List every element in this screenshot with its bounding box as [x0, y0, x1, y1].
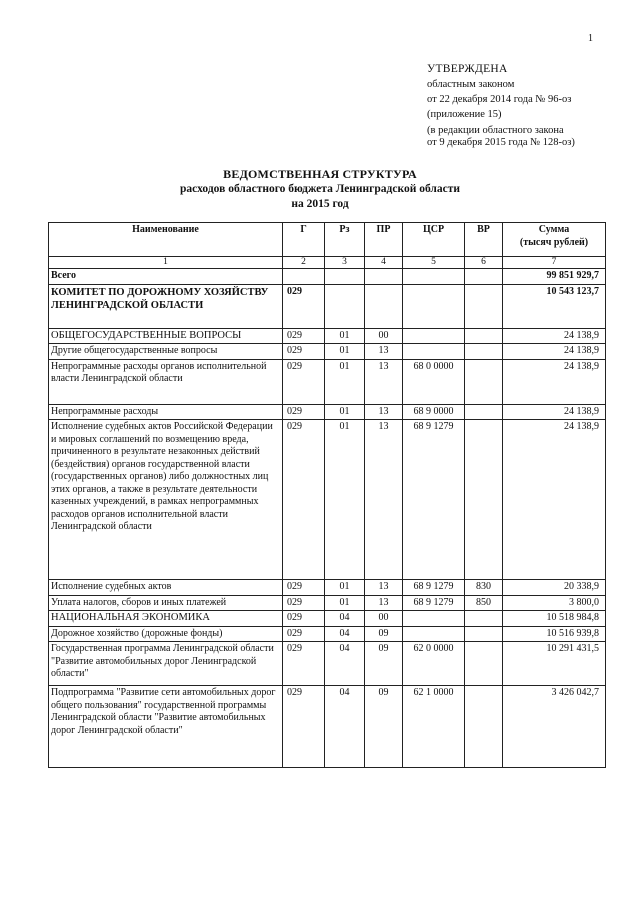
approval-line-6: от 9 декабря 2015 года № 128-оз): [427, 137, 575, 148]
approval-line-3: от 22 декабря 2014 года № 96-оз: [427, 94, 572, 105]
row-g: 029: [283, 284, 325, 328]
row-g: 029: [283, 420, 325, 580]
row-sum: 3 426 042,7: [503, 686, 606, 768]
row-rz: [325, 269, 365, 285]
header-sum: [503, 223, 606, 257]
approval-line-1: УТВЕРЖДЕНА: [427, 63, 508, 75]
index-cell: 7: [503, 257, 606, 269]
row-pr: 13: [365, 580, 403, 596]
document-title: [0, 167, 640, 212]
row-rz: 04: [325, 626, 365, 642]
row-pr: 09: [365, 626, 403, 642]
row-csr: 62 0 0000: [403, 642, 465, 686]
row-csr: 68 9 1279: [403, 595, 465, 611]
row-vr: [465, 420, 503, 580]
row-name: Исполнение судебных актов Российской Федерации и мировых соглашений по возмещению вреда, причиненного в результате незаконных действий (бездействия) органов государственной власти (государственных органов) либо должностных лиц этих органов, а также в результате деятельности казенных учреждений, в рамках непрограммных расходов органов исполнительной власти Ленинградской области: [49, 420, 283, 580]
row-rz: 04: [325, 642, 365, 686]
row-g: 029: [283, 626, 325, 642]
row-name: Непрограммные расходы: [49, 404, 283, 420]
row-rz: 01: [325, 595, 365, 611]
row-sum: 24 138,9: [503, 359, 606, 404]
row-sum: 99 851 929,7: [503, 269, 606, 285]
title-line-1: ВЕДОМСТВЕННАЯ СТРУКТУРА: [223, 167, 417, 181]
row-vr: 830: [465, 580, 503, 596]
index-cell: 5: [403, 257, 465, 269]
row-rz: [325, 284, 365, 328]
index-cell: 1: [49, 257, 283, 269]
row-sum: 20 338,9: [503, 580, 606, 596]
row-pr: 13: [365, 595, 403, 611]
row-csr: [403, 328, 465, 344]
row-sum: 10 291 431,5: [503, 642, 606, 686]
row-csr: [403, 284, 465, 328]
header-g: Г: [283, 223, 325, 257]
header-vr: ВР: [465, 223, 503, 257]
row-csr: [403, 611, 465, 627]
row-g: 029: [283, 404, 325, 420]
table-row: [49, 686, 606, 768]
row-sum: 24 138,9: [503, 328, 606, 344]
row-g: 029: [283, 595, 325, 611]
row-csr: 68 9 1279: [403, 580, 465, 596]
table-row: [49, 580, 606, 596]
row-csr: [403, 344, 465, 360]
row-rz: 01: [325, 420, 365, 580]
row-name: Подпрограмма "Развитие сети автомобильных дорог общего пользования" государственной программы Ленинградской области "Развитие автомобильных дорог Ленинградской области": [49, 686, 283, 768]
row-name: Уплата налогов, сборов и иных платежей: [49, 595, 283, 611]
row-rz: 01: [325, 404, 365, 420]
row-csr: 68 9 1279: [403, 420, 465, 580]
title-line-3: на 2015 год: [291, 198, 349, 210]
index-row: [49, 257, 606, 269]
row-sum: 24 138,9: [503, 344, 606, 360]
row-g: 029: [283, 686, 325, 768]
row-sum: 10 516 939,8: [503, 626, 606, 642]
row-pr: 09: [365, 686, 403, 768]
approval-line-5: (в редакции областного закона: [427, 125, 564, 136]
row-vr: [465, 642, 503, 686]
approval-line-4: (приложение 15): [427, 109, 502, 120]
row-name: ОБЩЕГОСУДАРСТВЕННЫЕ ВОПРОСЫ: [49, 328, 283, 344]
header-rz: Рз: [325, 223, 365, 257]
row-vr: [465, 284, 503, 328]
row-g: 029: [283, 359, 325, 404]
row-vr: [465, 269, 503, 285]
table-row: [49, 269, 606, 285]
header-sum-line-2: (тысяч рублей): [519, 236, 589, 248]
row-pr: 13: [365, 344, 403, 360]
row-rz: 01: [325, 359, 365, 404]
row-csr: [403, 269, 465, 285]
index-cell: 4: [365, 257, 403, 269]
row-vr: [465, 344, 503, 360]
row-pr: 13: [365, 359, 403, 404]
table-row: [49, 284, 606, 328]
row-rz: 01: [325, 580, 365, 596]
row-vr: [465, 404, 503, 420]
row-csr: 68 0 0000: [403, 359, 465, 404]
title-line-2: расходов областного бюджета Ленинградской области: [180, 183, 460, 195]
row-name: Другие общегосударственные вопросы: [49, 344, 283, 360]
table-row: [49, 359, 606, 404]
row-name: Государственная программа Ленинградской области "Развитие автомобильных дорог Ленинградской области": [49, 642, 283, 686]
table-row: [49, 626, 606, 642]
row-sum: 10 543 123,7: [503, 284, 606, 328]
row-csr: 62 1 0000: [403, 686, 465, 768]
header-row: [49, 223, 606, 257]
row-sum: 3 800,0: [503, 595, 606, 611]
row-rz: 01: [325, 344, 365, 360]
index-cell: 6: [465, 257, 503, 269]
row-name: Дорожное хозяйство (дорожные фонды): [49, 626, 283, 642]
row-vr: 850: [465, 595, 503, 611]
row-g: 029: [283, 344, 325, 360]
row-rz: 04: [325, 686, 365, 768]
row-vr: [465, 359, 503, 404]
row-rz: 04: [325, 611, 365, 627]
table-row: [49, 595, 606, 611]
header-sum-line-1: Сумма: [538, 224, 570, 235]
page-number: 1: [588, 33, 593, 44]
row-vr: [465, 611, 503, 627]
row-g: 029: [283, 642, 325, 686]
row-vr: [465, 328, 503, 344]
row-name: НАЦИОНАЛЬНАЯ ЭКОНОМИКА: [49, 611, 283, 627]
row-g: 029: [283, 328, 325, 344]
header-pr: ПР: [365, 223, 403, 257]
row-pr: 13: [365, 420, 403, 580]
budget-table: [48, 222, 606, 768]
row-pr: 00: [365, 328, 403, 344]
row-name: Исполнение судебных актов: [49, 580, 283, 596]
approval-note: [427, 125, 575, 149]
row-vr: [465, 626, 503, 642]
row-pr: 00: [365, 611, 403, 627]
row-rz: 01: [325, 328, 365, 344]
row-g: 029: [283, 580, 325, 596]
row-pr: [365, 284, 403, 328]
table-row: [49, 642, 606, 686]
table-row: [49, 328, 606, 344]
row-pr: 09: [365, 642, 403, 686]
row-name: КОМИТЕТ ПО ДОРОЖНОМУ ХОЗЯЙСТВУ ЛЕНИНГРАДСКОЙ ОБЛАСТИ: [49, 284, 283, 328]
row-sum: 24 138,9: [503, 404, 606, 420]
row-pr: [365, 269, 403, 285]
approval-stamp: [427, 62, 575, 149]
table-row: [49, 611, 606, 627]
header-name: Наименование: [49, 223, 283, 257]
row-vr: [465, 686, 503, 768]
approval-line-2: областным законом: [427, 79, 515, 90]
index-cell: 2: [283, 257, 325, 269]
row-g: [283, 269, 325, 285]
row-csr: [403, 626, 465, 642]
row-name: Непрограммные расходы органов исполнительной власти Ленинградской области: [49, 359, 283, 404]
table-row: [49, 344, 606, 360]
table-row: [49, 420, 606, 580]
table-row: [49, 404, 606, 420]
row-sum: 10 518 984,8: [503, 611, 606, 627]
row-csr: 68 9 0000: [403, 404, 465, 420]
row-sum: 24 138,9: [503, 420, 606, 580]
header-csr: ЦСР: [403, 223, 465, 257]
row-name: Всего: [49, 269, 283, 285]
row-pr: 13: [365, 404, 403, 420]
row-g: 029: [283, 611, 325, 627]
index-cell: 3: [325, 257, 365, 269]
